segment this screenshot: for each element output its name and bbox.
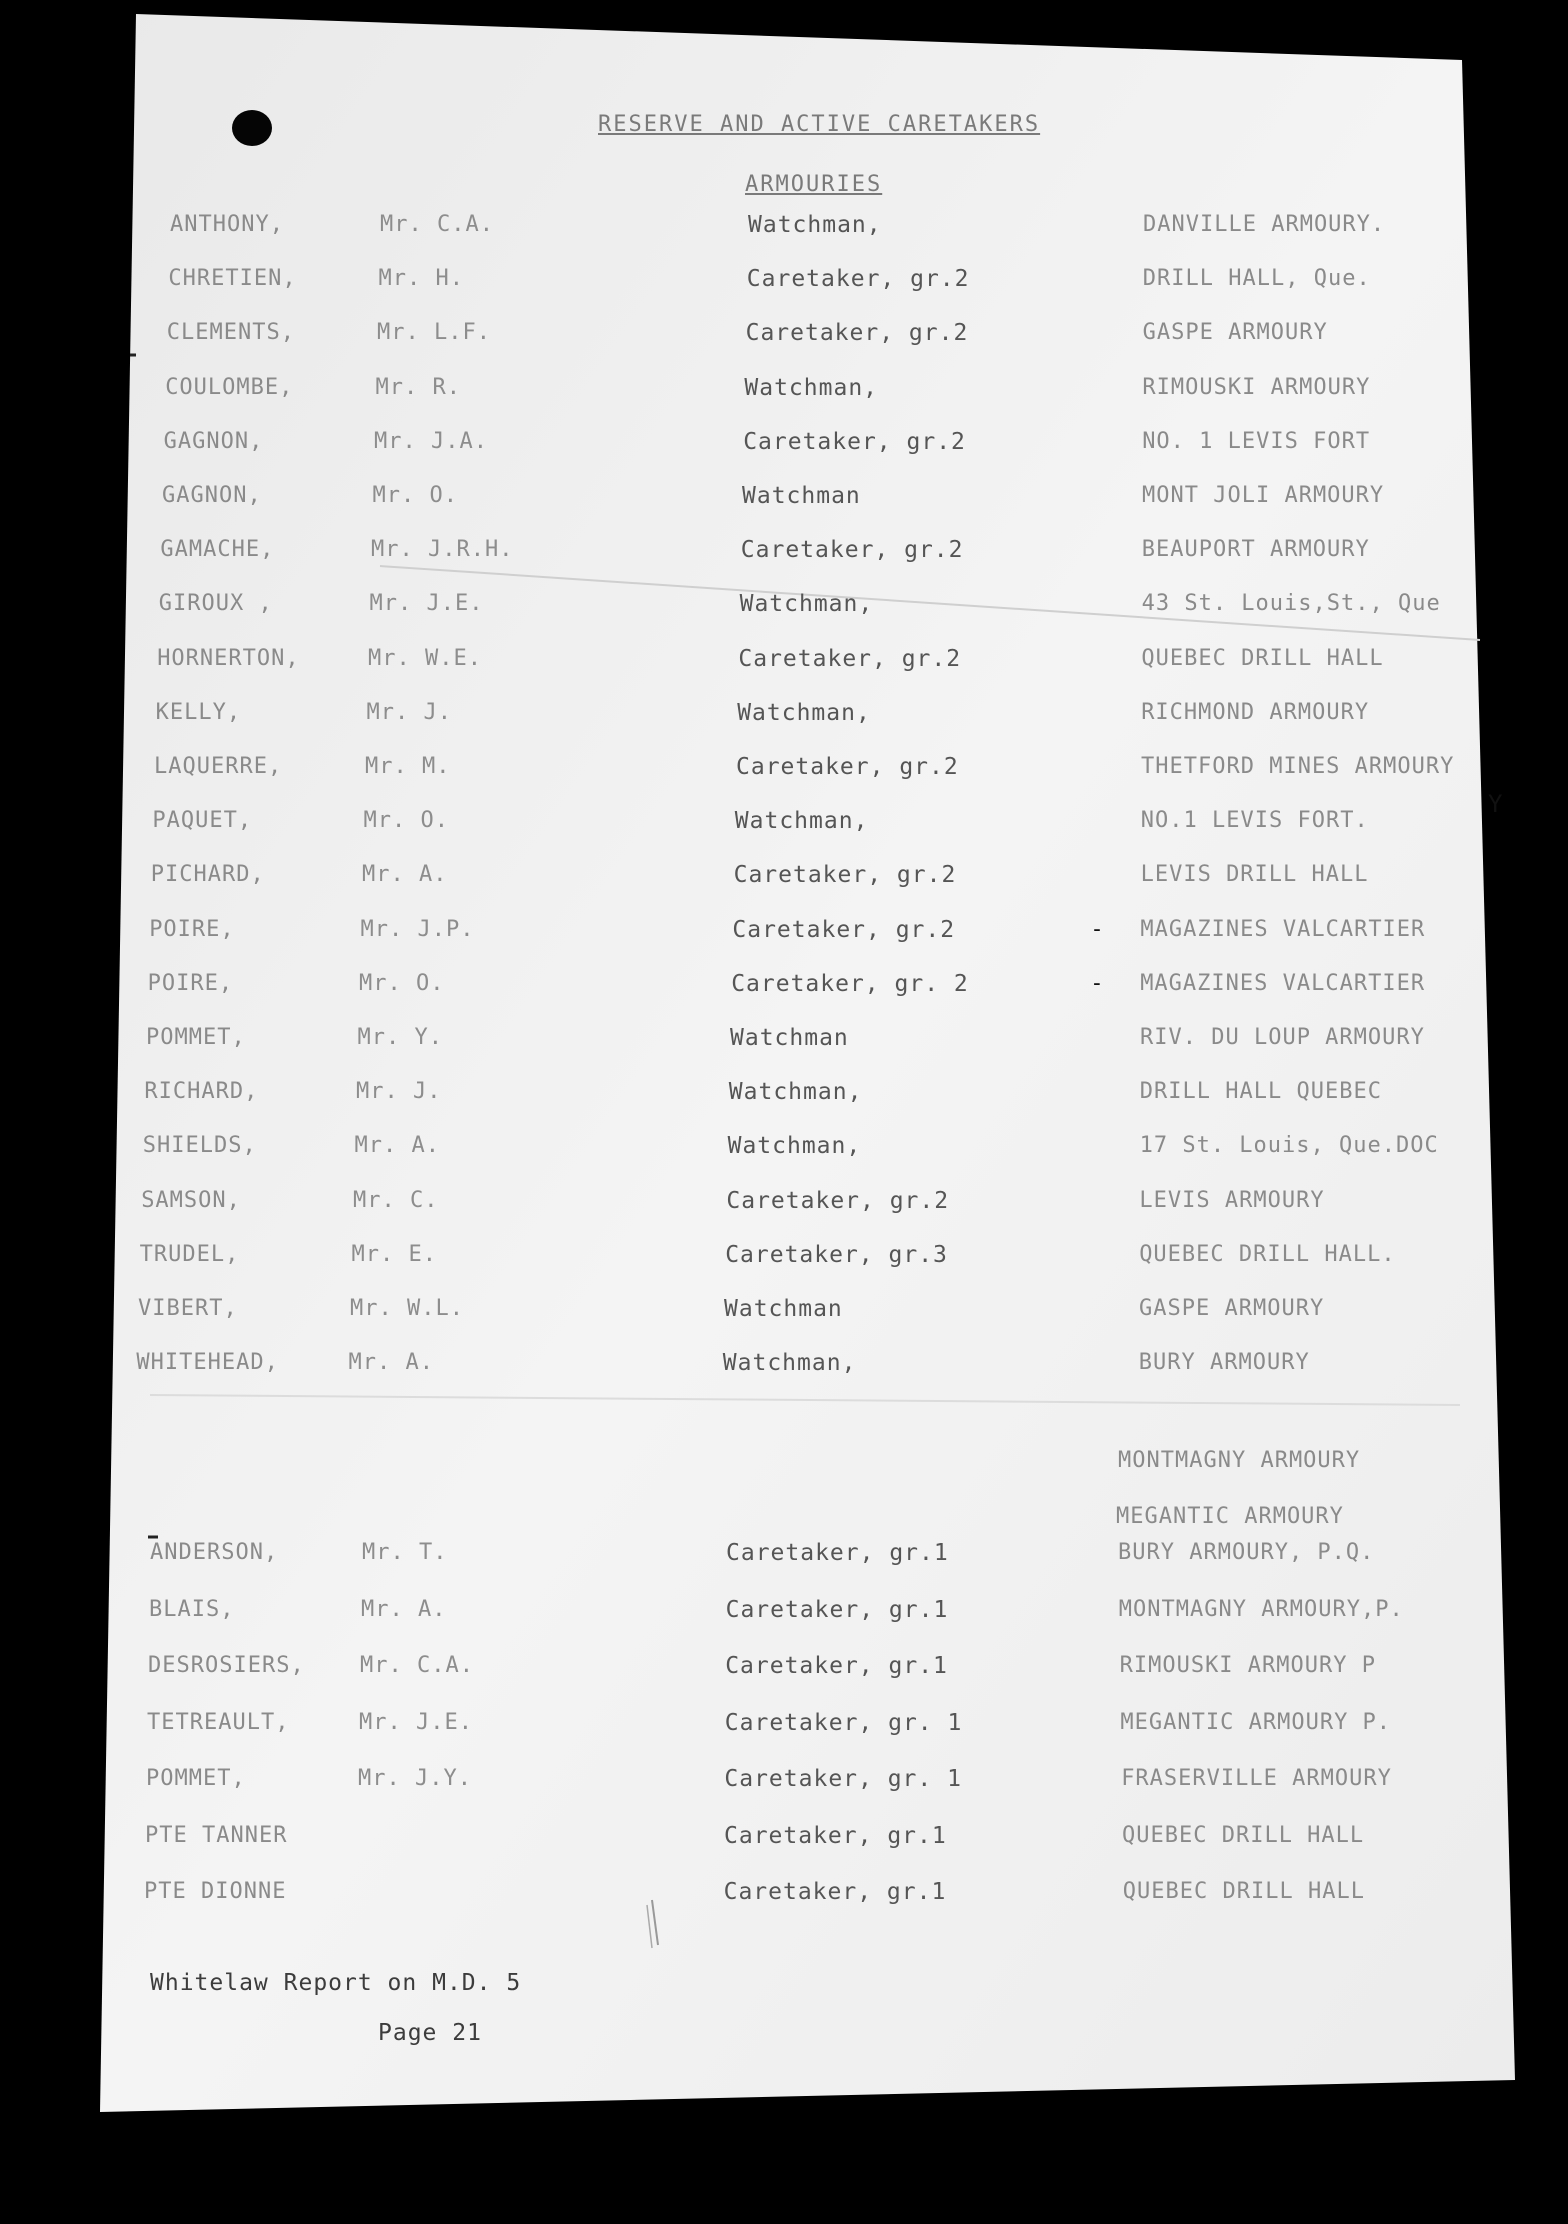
report-reference: Whitelaw Report on M.D. 5 [150, 1970, 522, 1996]
location-cell: MAGAZINES VALCARTIER [1140, 916, 1426, 942]
surname-cell: HORNERTON, [157, 645, 300, 671]
location-cell: BURY ARMOURY, P.Q. [1118, 1540, 1375, 1565]
surname-cell: TRUDEL, [139, 1241, 240, 1267]
location-cell: BURY ARMOURY [1138, 1350, 1310, 1376]
location-cell: NO.1 LEVIS FORT. [1140, 808, 1369, 834]
position-cell: Caretaker, gr.2 [746, 266, 970, 293]
surname-cell: POIRE, [149, 916, 235, 942]
position-cell: Caretaker, gr.1 [725, 1653, 948, 1679]
document-subtitle: ARMOURIES [745, 172, 883, 197]
location-cell: QUEBEC DRILL HALL [1122, 1879, 1365, 1904]
title-cell: Mr. T. [362, 1540, 448, 1565]
position-cell: Watchman, [748, 212, 882, 238]
location-cell: LEVIS ARMOURY [1139, 1187, 1325, 1213]
location-cell: LEVIS DRILL HALL [1140, 862, 1369, 888]
position-cell: Caretaker, gr.3 [725, 1241, 948, 1268]
title-cell: Mr. C.A. [380, 212, 494, 237]
title-cell: Mr. J.A. [374, 428, 488, 454]
title-cell: Mr. C. [353, 1187, 439, 1213]
row-mark: - [1090, 916, 1105, 942]
title-cell: Mr. M. [365, 754, 451, 779]
position-cell: Caretaker, gr. 1 [724, 1766, 962, 1792]
surname-cell: PAQUET, [152, 808, 253, 834]
location-cell: DANVILLE ARMOURY. [1143, 212, 1386, 237]
position-cell: Caretaker, gr.2 [745, 320, 969, 347]
location-cell: MONT JOLI ARMOURY [1142, 483, 1385, 508]
location-cell: RIMOUSKI ARMOURY P [1119, 1653, 1377, 1678]
position-cell: Caretaker, gr.2 [732, 916, 956, 943]
title-cell: Mr. J.Y. [358, 1766, 472, 1791]
position-cell: Caretaker, gr.2 [740, 537, 964, 564]
title-cell: Mr. J. [356, 1079, 442, 1105]
surname-cell: ANTHONY, [170, 212, 284, 237]
title-cell: Mr. W.E. [368, 645, 482, 671]
position-cell: Caretaker, gr.2 [743, 428, 966, 455]
title-cell: Mr. O. [372, 483, 458, 508]
location-cell: FRASERVILLE ARMOURY [1121, 1766, 1392, 1791]
surname-cell: PICHARD, [150, 862, 265, 888]
surname-cell: POIRE, [147, 970, 234, 996]
position-cell: Caretaker, gr.2 [733, 862, 957, 889]
location-cell: GASPE ARMOURY [1139, 1296, 1325, 1321]
surname-cell: VIBERT, [138, 1296, 238, 1321]
title-cell: Mr. A. [348, 1350, 434, 1376]
surname-cell: GAMACHE, [160, 537, 275, 563]
position-cell: Watchman, [744, 374, 879, 401]
location-cell: DRILL HALL, Que. [1142, 266, 1371, 292]
title-cell: Mr. Y. [357, 1025, 443, 1050]
position-cell: Watchman [730, 1025, 849, 1051]
position-cell: Watchman [742, 483, 861, 509]
location-cell: THETFORD MINES ARMOURY [1141, 754, 1455, 779]
title-cell: Mr. O. [359, 970, 445, 996]
row-mark: - [1090, 970, 1105, 996]
position-cell: Caretaker, gr.1 [726, 1540, 949, 1566]
location-cell: RIV. DU LOUP ARMOURY [1140, 1025, 1425, 1050]
position-cell: Watchman, [727, 1133, 862, 1160]
position-cell: Caretaker, gr.1 [725, 1596, 949, 1623]
position-cell: Caretaker, gr. 1 [724, 1709, 963, 1736]
location-cell: 43 St. Louis,St., Que [1141, 591, 1441, 617]
position-cell: Watchman, [728, 1079, 863, 1106]
location-cell: RICHMOND ARMOURY [1141, 699, 1370, 725]
position-cell: Caretaker, gr.2 [726, 1187, 950, 1214]
position-cell: Caretaker, gr.2 [738, 645, 962, 672]
location-cell: DRILL HALL QUEBEC [1139, 1079, 1382, 1105]
ink-blot [232, 110, 272, 146]
position-cell: Watchman, [739, 591, 874, 618]
position-cell: Caretaker, gr.2 [736, 754, 959, 780]
location-cell: MONTMAGNY ARMOURY,P. [1118, 1596, 1404, 1622]
surname-cell: GIROUX , [158, 591, 273, 617]
title-cell: Mr. J.P. [360, 916, 475, 942]
position-cell: Caretaker, gr.1 [724, 1822, 947, 1849]
title-cell: Mr. C.A. [360, 1653, 474, 1678]
location-cell: QUEBEC DRILL HALL. [1139, 1241, 1396, 1267]
title-cell: Mr. H. [378, 266, 464, 292]
position-cell: Watchman, [734, 808, 869, 835]
position-cell: Watchman [724, 1296, 843, 1322]
page-number: Page 21 [378, 2020, 482, 2046]
surname-cell: ANDERSON, [150, 1540, 279, 1565]
surname-cell: PTE TANNER [145, 1822, 288, 1848]
location-cell: RIMOUSKI ARMOURY [1142, 374, 1371, 400]
title-cell: Mr. J.R.H. [371, 537, 514, 563]
document-title: RESERVE AND ACTIVE CARETAKERS [598, 112, 1041, 137]
title-cell: Mr. J.E. [369, 591, 484, 617]
surname-cell: RICHARD, [144, 1079, 259, 1105]
surname-cell: POMMET, [146, 1025, 246, 1050]
title-cell: Mr. J.E. [359, 1709, 473, 1735]
title-cell: Mr. A. [354, 1133, 440, 1159]
surname-cell: DESROSIERS, [148, 1653, 305, 1678]
position-cell: Caretaker, gr.1 [723, 1879, 947, 1905]
side-mark: Y [1488, 790, 1504, 818]
title-cell: Mr. E. [351, 1241, 437, 1267]
surname-cell: SHIELDS, [142, 1133, 257, 1159]
surname-cell: COULOMBE, [165, 374, 294, 400]
extra-location: MONTMAGNY ARMOURY [1118, 1448, 1361, 1473]
title-cell: Mr. J. [366, 699, 452, 725]
surname-cell: LAQUERRE, [154, 754, 283, 779]
location-cell: 17 St. Louis, Que.DOC [1139, 1133, 1439, 1159]
surname-cell: SAMSON, [141, 1187, 241, 1213]
location-cell: MEGANTIC ARMOURY P. [1120, 1709, 1392, 1735]
surname-cell: GAGNON, [162, 483, 262, 508]
surname-cell: PTE DIONNE [144, 1879, 287, 1904]
title-cell: Mr. A. [361, 1596, 447, 1622]
location-cell: QUEBEC DRILL HALL [1122, 1822, 1365, 1848]
surname-cell: KELLY, [155, 699, 242, 725]
position-cell: Watchman, [737, 699, 871, 726]
title-cell: Mr. R. [375, 374, 461, 400]
surname-cell: CHRETIEN, [168, 266, 297, 292]
position-cell: Watchman, [722, 1350, 857, 1377]
title-cell: Mr. L.F. [377, 320, 491, 346]
surname-cell: CLEMENTS, [166, 320, 296, 346]
location-cell: QUEBEC DRILL HALL [1141, 645, 1384, 671]
location-cell: BEAUPORT ARMOURY [1141, 537, 1370, 563]
title-cell: Mr. W.L. [350, 1296, 464, 1321]
location-cell: NO. 1 LEVIS FORT [1142, 428, 1371, 454]
surname-cell: WHITEHEAD, [136, 1350, 279, 1376]
location-cell: GASPE ARMOURY [1142, 320, 1328, 346]
surname-cell: POMMET, [146, 1766, 246, 1791]
extra-location: MEGANTIC ARMOURY [1116, 1504, 1344, 1529]
surname-cell: TETREAULT, [147, 1709, 290, 1735]
title-cell: Mr. O. [363, 808, 449, 834]
title-cell: Mr. A. [362, 862, 448, 888]
surname-cell: GAGNON, [163, 428, 264, 454]
location-cell: MAGAZINES VALCARTIER [1140, 970, 1426, 996]
position-cell: Caretaker, gr. 2 [731, 970, 969, 997]
surname-cell: BLAIS, [149, 1596, 235, 1622]
